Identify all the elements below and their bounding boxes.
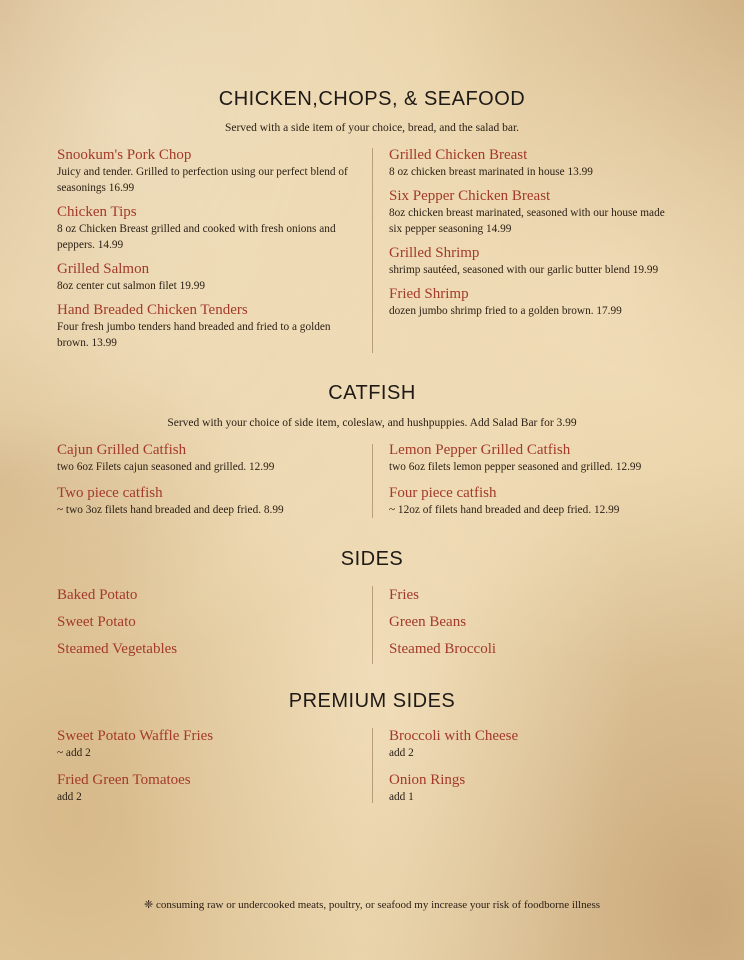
side-item: Steamed Broccoli	[389, 641, 497, 657]
side-item: Sweet Potato	[57, 614, 136, 630]
menu-item	[389, 727, 689, 761]
item-description: 8 oz Chicken Breast grilled and cooked with fresh onions and peppers. 14.99	[57, 223, 336, 251]
menu-item	[389, 146, 679, 180]
column-divider	[372, 444, 373, 518]
menu-item	[57, 203, 357, 253]
menu-item	[389, 285, 679, 319]
item-description: add 1	[389, 791, 414, 803]
item-name: Fried Green Tomatoes	[57, 772, 191, 788]
item-description: add 2	[389, 747, 414, 759]
menu-item	[57, 771, 357, 805]
item-name: Fried Shrimp	[389, 286, 469, 302]
menu-item	[57, 484, 357, 518]
side-item: Green Beans	[389, 614, 467, 630]
premium-left-column	[57, 727, 357, 812]
item-description: two 6oz Filets cajun seasoned and grilled. 12.99	[57, 461, 275, 473]
item-description: ~ two 3oz filets hand breaded and deep fried. 8.99	[57, 504, 284, 516]
catfish-left-column	[57, 441, 357, 525]
item-name: Sweet Potato Waffle Fries	[57, 728, 214, 744]
column-divider	[372, 586, 373, 664]
item-name: Snookum's Pork Chop	[57, 147, 192, 163]
item-description: 8oz center cut salmon filet 19.99	[57, 280, 206, 292]
sides-right-column	[389, 586, 689, 667]
side-item: Steamed Vegetables	[57, 641, 178, 657]
menu-item	[389, 484, 679, 518]
menu-item	[57, 441, 357, 475]
item-name: Two piece catfish	[57, 485, 163, 501]
menu-item	[389, 244, 679, 278]
section-note-catfish: Served with your choice of side item, coleslaw, and hushpuppies. Add Salad Bar for 3.99	[167, 417, 577, 429]
footnote-food-safety: ❈ consuming raw or undercooked meats, poultry, or seafood my increase your risk of foodborne illness	[143, 899, 601, 911]
item-name: Grilled Salmon	[57, 261, 150, 277]
column-divider	[372, 148, 373, 353]
item-description: Four fresh jumbo tenders hand breaded and fried to a golden brown. 13.99	[57, 321, 331, 349]
premium-right-column	[389, 727, 689, 812]
item-name: Six Pepper Chicken Breast	[389, 188, 551, 204]
item-description: 8oz chicken breast marinated, seasoned with our house made six pepper seasoning 14.99	[389, 207, 665, 235]
section-title-sides: SIDES	[340, 548, 404, 570]
sides-left-column	[57, 586, 357, 667]
menu-item	[57, 260, 357, 294]
item-description: Juicy and tender. Grilled to perfection using our perfect blend of seasonings 16.99	[57, 166, 348, 194]
item-name: Grilled Shrimp	[389, 245, 480, 261]
item-description: ~ add 2	[57, 747, 91, 759]
item-name: Broccoli with Cheese	[389, 728, 519, 744]
item-name: Hand Breaded Chicken Tenders	[57, 302, 248, 318]
item-name: Cajun Grilled Catfish	[57, 442, 187, 458]
menu-item	[389, 441, 679, 475]
item-description: dozen jumbo shrimp fried to a golden brown. 17.99	[389, 305, 622, 317]
item-name: Four piece catfish	[389, 485, 497, 501]
item-name: Onion Rings	[389, 772, 466, 788]
chicken-left-column	[57, 146, 357, 358]
side-item: Baked Potato	[57, 587, 138, 603]
column-divider	[372, 728, 373, 803]
catfish-right-column	[389, 441, 679, 525]
item-description: ~ 12oz of filets hand breaded and deep fried. 12.99	[389, 504, 620, 516]
menu-item	[389, 187, 679, 237]
section-title-premium-sides: PREMIUM SIDES	[288, 690, 456, 712]
menu-item	[57, 727, 357, 761]
menu-item	[57, 301, 357, 351]
menu-item	[57, 146, 357, 196]
item-description: shrimp sautéed, seasoned with our garlic butter blend 19.99	[389, 264, 659, 276]
item-name: Chicken Tips	[57, 204, 137, 220]
section-title-catfish: CATFISH	[328, 382, 416, 404]
item-description: 8 oz chicken breast marinated in house 13.99	[389, 166, 593, 178]
item-name: Lemon Pepper Grilled Catfish	[389, 442, 571, 458]
chicken-right-column	[389, 146, 679, 326]
menu-item	[389, 771, 689, 805]
item-description: add 2	[57, 791, 82, 803]
side-item: Fries	[389, 587, 419, 603]
item-name: Grilled Chicken Breast	[389, 147, 528, 163]
section-title-chicken: CHICKEN,CHOPS, & SEAFOOD	[218, 88, 526, 110]
item-description: two 6oz filets lemon pepper seasoned and grilled. 12.99	[389, 461, 642, 473]
section-note-chicken: Served with a side item of your choice, bread, and the salad bar.	[224, 122, 520, 134]
